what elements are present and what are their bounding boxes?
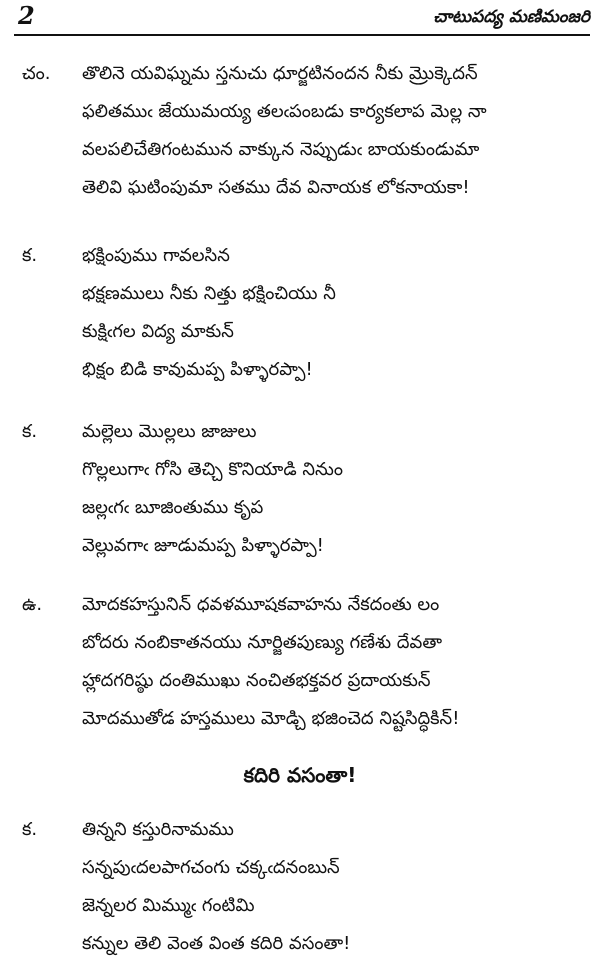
verse-line: బోదరు నంబికాతనయు నూర్జితపుణ్యు గణేశు దేవతా	[82, 632, 442, 653]
running-title: చాటుపద్య మణిమంజరి	[433, 7, 590, 27]
verse-line: మోదముతోడ హస్తములు మోడ్చి భజించెద నిష్టసిద్ధికిన్!	[82, 708, 460, 729]
verse-line: భక్షణములు నీకు నిత్తు భక్షించియు నీ	[82, 283, 336, 304]
verse-line: మల్లెలు మొల్లలు జాజులు	[82, 421, 257, 442]
verse-line: తెలివి ఘటింపుమా సతము దేవ వినాయక లోకనాయకా!	[82, 177, 470, 198]
page-header	[14, 0, 590, 36]
verse-meter: చం.	[22, 63, 51, 84]
verse-line: సన్నపుఁదలపాగచంగు చక్కఁదనంబున్	[82, 857, 340, 878]
verse-line: భిక్షం బిడి కావుమప్ప పిళ్ళారప్పా!	[82, 359, 313, 380]
verse-line: గొల్లలుగాఁ గోసి తెచ్చి కొనియాడి నినుం	[82, 459, 344, 480]
verse-line: కుక్షిఁగల విద్య మాకున్	[82, 321, 234, 342]
verse-meter: క.	[22, 245, 38, 266]
page-number: 2	[18, 1, 35, 30]
verse-line: జెన్నలర మిమ్ముఁ గంటిమి	[82, 895, 255, 916]
verse-line: వెల్లువగాఁ జూడుమప్ప పిళ్ళారప్పా!	[82, 535, 324, 556]
verse-line: హ్లాదగరిష్ఠు దంతిముఖు నంచితభక్తవర ప్రదాయకున్	[82, 670, 431, 691]
verse-line: వలపలిచేతిగంటమున వాక్కున నెప్పుడుఁ బాయకుండుమా	[82, 139, 480, 160]
verse-line: జల్లఁగఁ బూజింతుము కృప	[82, 497, 264, 518]
verse-lines	[82, 62, 594, 214]
verse-lines	[82, 420, 594, 572]
verse-line: ఫలితముఁ జేయుమయ్య తలఁపంబడు కార్యకలాప మెల్ల నా	[82, 101, 487, 122]
verse-line: తిన్నని కస్తురినామము	[82, 819, 234, 840]
verse-meter: క.	[22, 421, 38, 442]
verse-line: కన్నుల తెలి వెంత వింత కదిరి వసంతా!	[82, 933, 351, 954]
verse-line: భక్షింపుము గావలసిన	[82, 245, 230, 266]
verse-line: తొలినె యవిఘ్నమ స్తనుచు ధూర్జటినందన నీకు మ్రొక్కెదన్	[82, 63, 478, 84]
verse-lines	[82, 244, 594, 396]
verse-lines	[82, 818, 594, 970]
verse-line: మోదకహస్తునిన్ ధవళమూషకవాహను నేకదంతు లం	[82, 594, 440, 615]
verse-lines	[82, 593, 594, 745]
verse-meter: క.	[22, 819, 38, 840]
section-heading: కదిరి వసంతా!	[243, 763, 357, 787]
verse-meter: ఉ.	[22, 594, 43, 615]
